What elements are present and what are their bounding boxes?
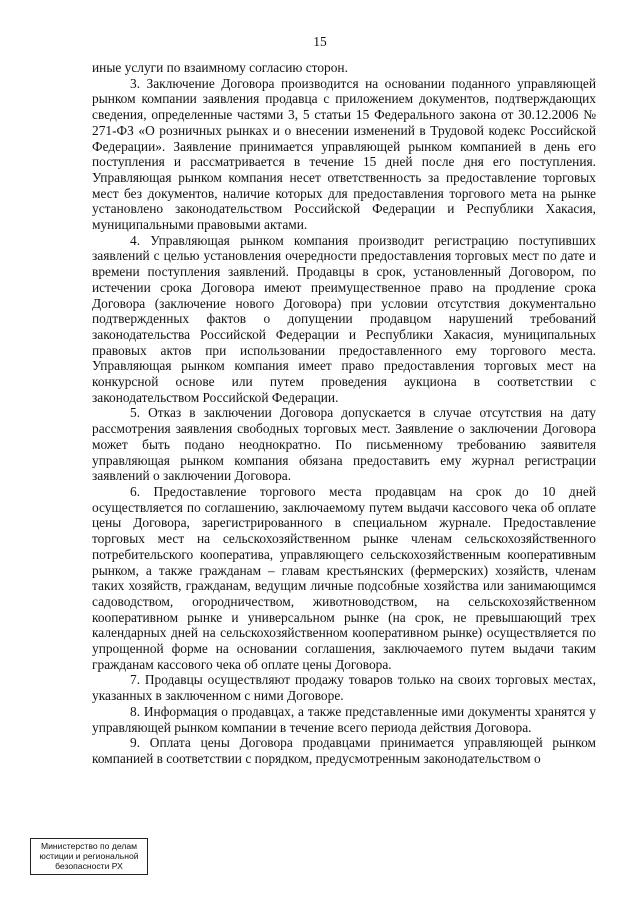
paragraph-continuation: иные услуги по взаимному согласию сторон. <box>92 60 348 75</box>
document-body <box>92 60 596 767</box>
paragraph-7: 7. Продавцы осуществляют продажу товаров только на своих торговых местах, указанных в заключенном с ними Договоре. <box>92 672 596 704</box>
stamp-line: юстиции и региональной <box>39 851 139 861</box>
ministry-stamp <box>30 838 148 875</box>
paragraph-5: 5. Отказ в заключении Договора допускается в случае отсутствия на дату рассмотрения заявления свободных торговых мест. Заявление о заключении Договора может быть подано неоднократно. По письменному требованию заявителя управляющая рынком компания обязана предоставить ему журнал регистрации заявлений о заключении Договора. <box>92 405 596 484</box>
paragraph-8: 8. Информация о продавцах, а также представленные ими документы хранятся у управляющей рынком компании в течение всего периода действия Договора. <box>92 703 596 735</box>
stamp-line: Министерство по делам <box>40 841 138 851</box>
paragraph-9: 9. Оплата цены Договора продавцами принимается управляющей рынком компанией в соответствии с порядком, предусмотренным законодательством о <box>92 735 596 766</box>
paragraph-6: 6. Предоставление торгового места продавцам на срок до 10 дней осуществляется по соглашению, заключаемому путем выдачи кассового чека об оплате цены Договора, зарегистрированного в специальном журнале. Предоставление торговых мест на сельскохозяйственном рынке членам сельскохозяйственного потребительского кооператива, управляющего сельскохозяйственным кооперативным рынком, а также гражданам – главам крестьянских (фермерских) хозяйств, членам таких хозяйств, гражданам, ведущим личные подсобные хозяйства или занимающимся садоводством, огородничеством, животноводством, на сельскохозяйственном кооперативном рынке и универсальном рынке (на срок, не превышающий трех календарных дней на сельскохозяйственном кооперативном рынке) осуществляется по упрощенной форме на основании соглашения, заключаемого путем выдачи таким гражданам кассового чека об оплате цены Договора. <box>92 483 596 672</box>
paragraph-4: 4. Управляющая рынком компания производит регистрацию поступивших заявлений с целью установления очередности предоставления торговых мест по дате и времени поступления заявлений. Продавцы в срок, установленный Договором, по истечении срока Договора имеют преимущественное право на продление срока Договора (заключение нового Договора) при условии отсутствия документально подтвержденных фактов о допущении продавцом нарушений требований законодательства Российской Федерации и Республики Хакасия, муниципальных правовых актов при использовании предоставленного ему торгового места. Управляющая рынком компания имеет право предоставления торговых мест на конкурсной основе или путем проведения аукциона в соответствии с законодательством Российской Федерации. <box>92 232 596 405</box>
paragraph-3: 3. Заключение Договора производится на основании поданного управляющей рынком компании заявления продавца с приложением документов, подтверждающих сведения, определенные частями 3, 5 статьи 15 Федерального закона от 30.12.2006 № 271-ФЗ «О розничных рынках и о внесении изменений в Трудовой кодекс Российской Федерации». Заявление принимается управляющей рынком компанией в день его поступления и рассматривается в течение 15 дней после дня его поступления. Управляющая рынком компания несет ответственность за предоставление торговых мест без документов, наличие которых для предоставления торгового мета на рынке установлено законодательством Российской Федерации и Республики Хакасия, муниципальными правовыми актами. <box>92 75 596 233</box>
stamp-line: безопасности РХ <box>55 861 123 871</box>
page-number: 15 <box>313 34 327 49</box>
